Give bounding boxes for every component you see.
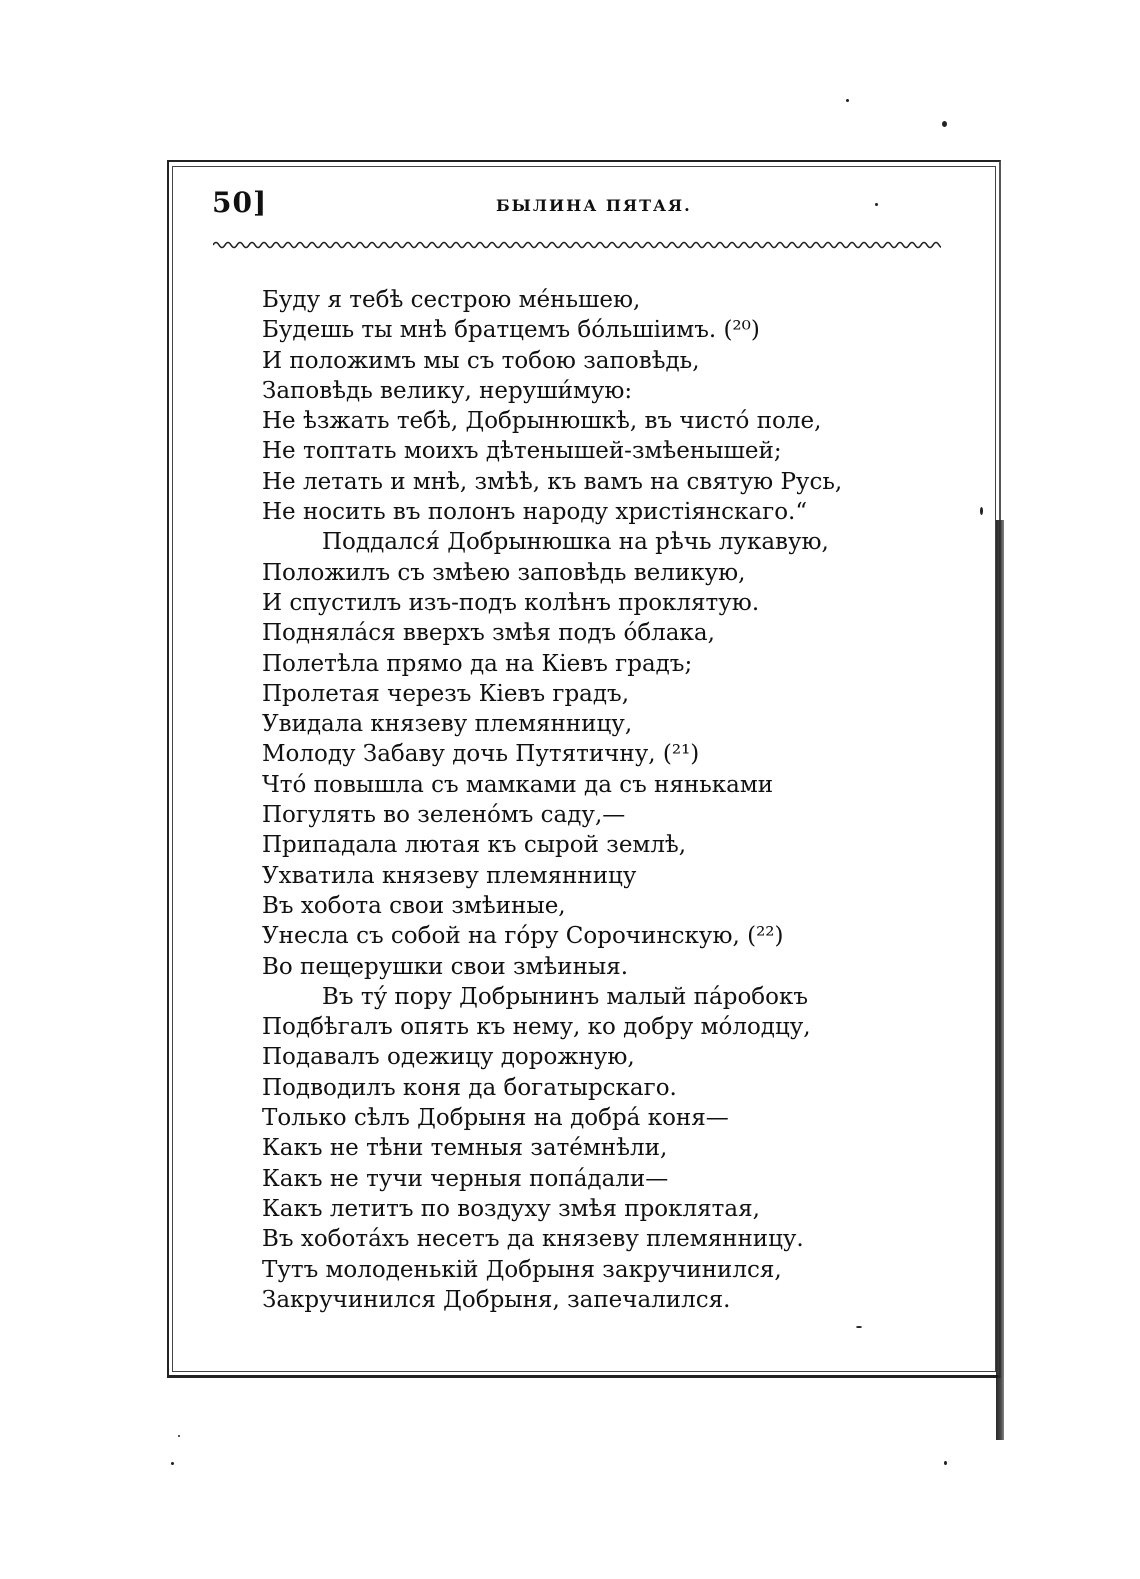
verse-line: Положилъ съ змѣею заповѣдь великую, (262, 559, 746, 586)
verse-line: Унесла съ собой на го́ру Сорочинскую, (²²) (262, 923, 784, 950)
verse-line: Увидала князеву племянницу, (262, 711, 633, 738)
page-number: 50] (212, 186, 268, 219)
verse-line: Какъ не тѣни темныя зате́мнѣли, (262, 1135, 668, 1162)
verse-line: Не носить въ полонъ народу христiянскаго.“ (262, 499, 808, 526)
print-speck (171, 1462, 174, 1465)
verse-line: Въ хобота свои змѣиные, (262, 892, 566, 919)
verse-line: Заповѣдь велику, неруши́мую: (262, 377, 633, 404)
verse-line: Не ѣзжать тебѣ, Добрынюшкѣ, въ чисто́ поле, (262, 408, 822, 435)
ornamental-rule (213, 238, 941, 252)
running-title: БЫЛИНА ПЯТАЯ. (496, 196, 692, 215)
verse-line: Подавалъ одежицу дорожную, (262, 1044, 635, 1071)
verse-line: Буду я тебѣ сестрою ме́ньшею, (262, 287, 641, 313)
verse-line: Полетѣла прямо да на Кiевъ градъ; (262, 650, 693, 677)
print-speck (178, 1435, 180, 1437)
print-speck (875, 203, 878, 206)
print-speck (846, 99, 849, 102)
verse-line: Какъ летитъ по воздуху змѣя проклятая, (262, 1195, 760, 1222)
verse-line: Молоду Забаву дочь Путятичну, (²¹) (262, 741, 700, 768)
print-speck (944, 1461, 947, 1465)
verse-line: Тутъ молоденькiй Добрыня закручинился, (262, 1256, 782, 1283)
verse-line: Не топтать моихъ дѣтенышей-змѣенышей; (262, 438, 782, 465)
verse-line: Подбѣгалъ опять къ нему, ко добру мо́лодцу, (262, 1014, 811, 1041)
verse-line: Во пещерушки свои змѣиныя. (262, 953, 629, 980)
verse-line: Какъ не тучи черныя попáдали— (262, 1165, 669, 1192)
verse-line: Закручинился Добрыня, запечалился. (262, 1286, 731, 1313)
print-speck (856, 1326, 862, 1328)
verse-line: И спустилъ изъ-подъ колѣнъ проклятую. (262, 589, 760, 616)
print-speck (942, 121, 947, 127)
verse-line: Ухватила князеву племянницу (262, 862, 637, 889)
verse-line: Поддался́ Добрынюшка на рѣчь лукавую, (322, 529, 829, 556)
verse-line: Подводилъ коня да богатырскаго. (262, 1074, 677, 1101)
verse-line: Пролетая черезъ Кiевъ градъ, (262, 680, 630, 707)
verse-line: Погулять во зелено́мъ саду,— (262, 802, 626, 829)
verse-line: Въ хоботáхъ несетъ да князеву племянницу. (262, 1226, 804, 1253)
verse-line: Въ ту́ пору Добрынинъ малый пáробокъ (322, 983, 808, 1010)
print-speck (980, 507, 983, 515)
poem-text (262, 285, 942, 1315)
verse-line: Припадала лютая къ сырой землѣ, (262, 832, 687, 859)
verse-line: И положимъ мы съ тобою заповѣдь, (262, 347, 700, 374)
verse-line: Только сѣлъ Добрыня на добрá коня— (262, 1105, 729, 1132)
verse-line: Поднялáся вверхъ змѣя подъ о́блака, (262, 620, 715, 647)
verse-line: Не летать и мнѣ, змѣѣ, къ вамъ на святую Русь, (262, 468, 843, 495)
binding-shadow (996, 520, 1004, 1440)
verse-line: Будешь ты мнѣ братцемъ бо́льшiимъ. (²⁰) (262, 317, 760, 344)
verse-line: Что́ повышла съ мамками да съ няньками (262, 771, 774, 798)
